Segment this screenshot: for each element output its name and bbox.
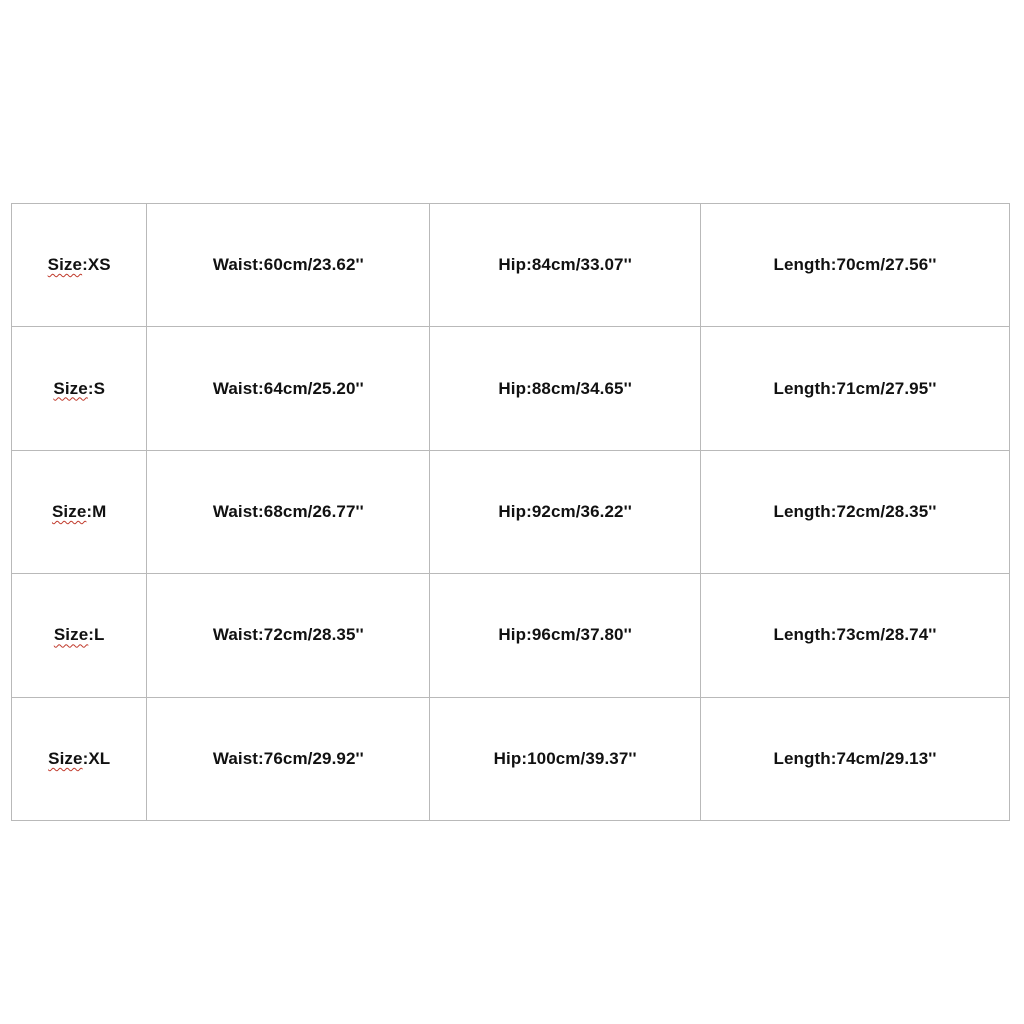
waist-cell: Waist:68cm/26.77'' xyxy=(147,450,430,573)
table-row xyxy=(12,204,1010,327)
size-value: :M xyxy=(86,501,107,521)
length-cell: Length:73cm/28.74'' xyxy=(701,574,1010,697)
table-row xyxy=(12,697,1010,820)
size-word: Size xyxy=(53,625,89,645)
size-chart-table xyxy=(11,203,1010,821)
size-word: Size xyxy=(47,255,83,275)
hip-cell: Hip:100cm/39.37'' xyxy=(430,697,701,820)
size-cell xyxy=(12,450,147,573)
size-word: Size xyxy=(51,501,87,521)
size-word: Size xyxy=(48,748,83,768)
size-cell xyxy=(12,204,147,327)
length-cell: Length:70cm/27.56'' xyxy=(701,204,1010,327)
length-cell: Length:71cm/27.95'' xyxy=(701,327,1010,450)
size-cell xyxy=(12,327,147,450)
table-row xyxy=(12,450,1010,573)
length-cell: Length:74cm/29.13'' xyxy=(701,697,1010,820)
waist-cell: Waist:64cm/25.20'' xyxy=(147,327,430,450)
hip-cell: Hip:92cm/36.22'' xyxy=(430,450,701,573)
hip-cell: Hip:88cm/34.65'' xyxy=(430,327,701,450)
waist-cell: Waist:60cm/23.62'' xyxy=(147,204,430,327)
table-row xyxy=(12,327,1010,450)
size-label xyxy=(48,255,111,275)
waist-cell: Waist:72cm/28.35'' xyxy=(147,574,430,697)
size-cell xyxy=(12,697,147,820)
size-word: Size xyxy=(53,378,88,398)
size-label xyxy=(52,502,106,522)
size-label xyxy=(48,749,110,769)
size-value: :S xyxy=(87,378,106,398)
waist-cell: Waist:76cm/29.92'' xyxy=(147,697,430,820)
size-label xyxy=(54,625,105,645)
size-cell xyxy=(12,574,147,697)
size-value: :L xyxy=(88,625,105,645)
table-row xyxy=(12,574,1010,697)
hip-cell: Hip:84cm/33.07'' xyxy=(430,204,701,327)
size-label xyxy=(53,379,105,399)
hip-cell: Hip:96cm/37.80'' xyxy=(430,574,701,697)
size-value: :XS xyxy=(82,255,111,275)
size-value: :XL xyxy=(82,748,111,768)
length-cell: Length:72cm/28.35'' xyxy=(701,450,1010,573)
